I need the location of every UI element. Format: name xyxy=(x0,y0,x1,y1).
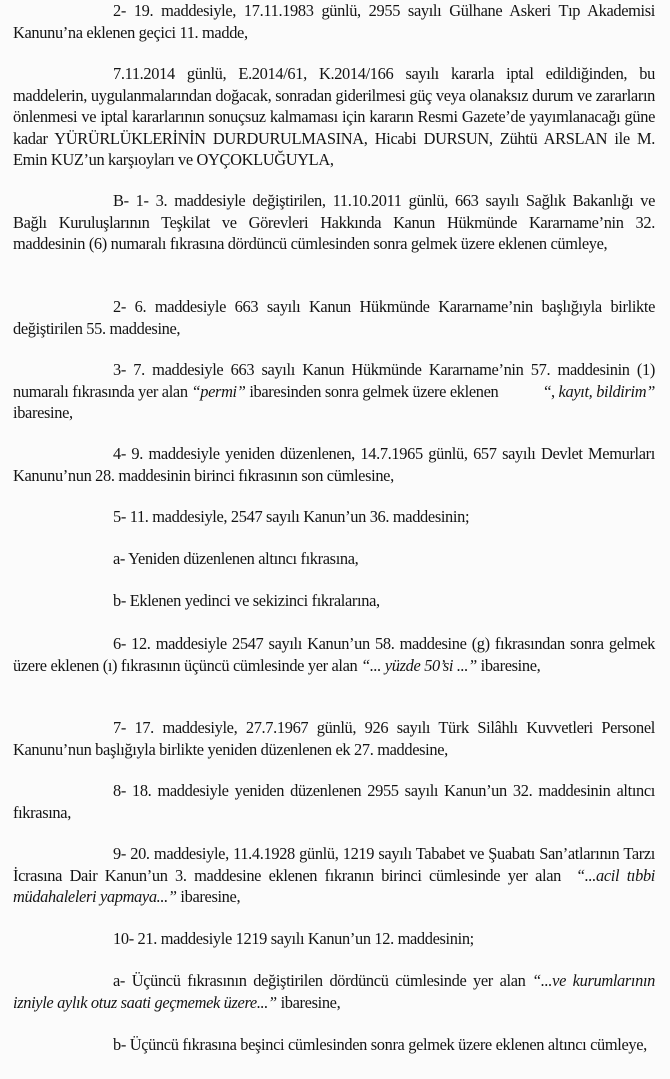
quoted-phrase: “permi” xyxy=(191,381,246,401)
paragraph xyxy=(13,590,655,612)
quoted-phrase: kayıt, bildirim” xyxy=(558,381,655,401)
paragraph-text: 7- 17. maddesiyle, 27.7.1967 günlü, 926 sayılı Türk Silâhlı Kuvvetleri Personel Kanunu’nun başlığıyla birlikte yeniden düzenlenen ek 27. maddesine, xyxy=(13,718,659,759)
paragraph xyxy=(13,443,659,486)
paragraph-text: 5- 11. maddesiyle, 2547 sayılı Kanun’un 36. maddesinin; xyxy=(113,507,470,526)
paragraph xyxy=(13,717,659,760)
paragraph-text: ibaresinden sonra gelmek üzere eklenen “, xyxy=(245,381,559,401)
paragraph-text: ibaresine, xyxy=(176,887,241,907)
paragraph xyxy=(13,548,655,570)
quoted-phrase: “... yüzde 50’si ...” xyxy=(361,655,477,675)
paragraph xyxy=(13,63,659,171)
paragraph xyxy=(13,633,659,676)
paragraph xyxy=(13,359,659,424)
paragraph xyxy=(13,190,659,255)
paragraph-text: 2- 19. maddesiyle, 17.11.1983 günlü, 2955 sayılı Gülhane Askeri Tıp Akademisi Kanunu’na eklenen geçici 11. madde, xyxy=(13,1,659,42)
paragraph xyxy=(13,928,655,950)
paragraph-text: 10- 21. maddesiyle 1219 sayılı Kanun’un 12. maddesinin; xyxy=(113,929,474,948)
paragraph xyxy=(13,843,659,908)
paragraph-text: 4- 9. maddesiyle yeniden düzenlenen, 14.7.1965 günlü, 657 sayılı Devlet Memurları Kanunu’nun 28. maddesinin birinci fıkrasının son cümlesine, xyxy=(13,444,659,485)
paragraph-text: 6- 12. maddesiyle 2547 sayılı Kanun’un 58. maddesine (g) fıkrasından sonra gelmek üzere eklenen (ı) fıkrasının üçüncü cümlesinde yer alan xyxy=(13,634,659,675)
paragraph-text: 3- 7. maddesiyle 663 sayılı Kanun Hükmünde Kararname’nin 57. maddesinin (1) numaralı fıkrasında yer alan xyxy=(13,360,659,401)
paragraph-text: 2- 6. maddesiyle 663 sayılı Kanun Hükmünde Kararname’nin başlığıyla birlikte değiştirilen 55. maddesine, xyxy=(13,297,659,338)
paragraph xyxy=(13,296,659,339)
paragraph-text: b- Üçüncü fıkrasına beşinci cümlesinden sonra gelmek üzere eklenen altıncı cümleye, xyxy=(113,1035,647,1054)
paragraph xyxy=(13,0,659,43)
paragraph-text: 8- 18. maddesiyle yeniden düzenlenen 2955 sayılı Kanun’un 32. maddesinin altıncı fıkrasına, xyxy=(13,781,659,822)
paragraph-text: a- Yeniden düzenlenen altıncı fıkrasına, xyxy=(113,549,359,568)
paragraph-text: a- Üçüncü fıkrasının değiştirilen dördüncü cümlesinde yer alan xyxy=(113,971,533,990)
paragraph-text: ibaresine, xyxy=(476,655,541,675)
paragraph xyxy=(13,780,659,823)
paragraph-text: b- Eklenen yedinci ve sekizinci fıkralarına, xyxy=(113,591,380,610)
paragraph xyxy=(13,1034,655,1056)
paragraph-text: 9- 20. maddesiyle, 11.4.1928 günlü, 1219 sayılı Tababet ve Şuabatı San’atlarının Tarzı İcrasına Dair Kanun’un 3. maddesine eklenen fıkranın birinci cümlesinde yer alan xyxy=(13,844,659,885)
paragraph-text: ibaresine, xyxy=(13,381,659,423)
paragraph-text: B- 1- 3. maddesiyle değiştirilen, 11.10.2011 günlü, 663 sayılı Sağlık Bakanlığı ve Bağlı Kuruluşlarının Teşkilat ve Görevleri Hakkında Kanun Hükmünde Kararname’nin 32. maddesinin (6) numaralı fıkrasına dördüncü cümlesinden sonra gelmek üzere eklenen cümleye, xyxy=(13,191,659,254)
paragraph-text: 7.11.2014 günlü, E.2014/61, K.2014/166 sayılı kararla iptal edildiğinden, bu maddelerin, uygulanmalarından doğacak, sonradan giderilmesi güç veya olanaksız durum ve zararların önlenmesi ve iptal kararlarının sonuçsuz kalmaması için kararın Resmi Gazete’de yayımlanacağı güne kadar YÜRÜRLÜKLERİNİN DURDURULMASINA, Hicabi DURSUN, Zühtü ARSLAN ile M. Emin KUZ’un karşıoyları ve OYÇOKLUĞUYLA, xyxy=(13,64,659,170)
quoted-phrase: “...acil tıbbi müdahaleleri yapmaya...” xyxy=(13,865,659,907)
quoted-phrase: “...ve kurumlarının izniyle aylık otuz saati geçmemek üzere...” xyxy=(13,971,659,1012)
paragraph xyxy=(13,506,655,528)
paragraph xyxy=(13,970,659,1013)
paragraph-text: ibaresine, xyxy=(276,992,341,1012)
